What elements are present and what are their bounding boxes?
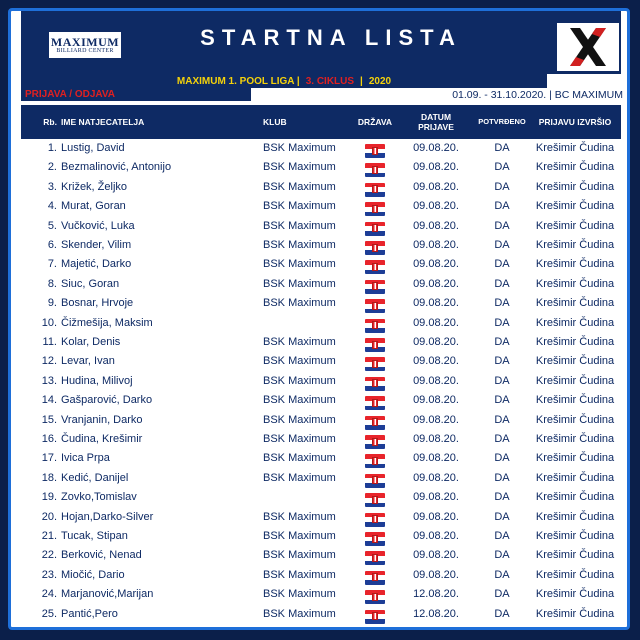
table-row xyxy=(21,372,621,391)
row-number: 13. xyxy=(41,374,57,387)
confirmed-status: DA xyxy=(494,374,510,387)
period-info: 01.09. - 31.10.2020. | BC MAXIMUM xyxy=(452,89,623,101)
club-name: BSK Maximum xyxy=(263,413,336,426)
row-number: 20. xyxy=(41,510,57,523)
row-number: 3. xyxy=(47,180,57,193)
registered-by: Krešimir Čudina xyxy=(535,277,615,290)
page-title: STARTNA LISTA xyxy=(200,25,462,50)
season-year: 2020 xyxy=(368,75,392,87)
row-number: 6. xyxy=(47,239,57,251)
player-name: Vučković, Luka xyxy=(61,219,135,232)
row-number: 9. xyxy=(47,297,57,310)
row-number: 8. xyxy=(47,277,57,290)
club-name: BSK Maximum xyxy=(263,568,336,581)
confirmed-status: DA xyxy=(494,530,510,542)
registered-by: Krešimir Čudina xyxy=(535,219,615,232)
registered-by: Krešimir Čudina xyxy=(535,336,615,348)
croatia-flag-icon xyxy=(365,238,385,252)
registered-by: Krešimir Čudina xyxy=(535,549,615,562)
player-name: Križek, Željko xyxy=(61,180,128,193)
col-header-confirmed: POTVRĐENO xyxy=(478,117,526,126)
table-row xyxy=(21,546,621,565)
registered-by: Krešimir Čudina xyxy=(535,316,615,329)
registration-date: 09.08.20. xyxy=(413,336,459,348)
registered-by: Krešimir Čudina xyxy=(535,568,615,581)
player-name: Miočić, Dario xyxy=(61,568,125,581)
club-name: BSK Maximum xyxy=(263,336,336,348)
club-name: BSK Maximum xyxy=(263,607,336,620)
row-number: 7. xyxy=(47,258,57,271)
club-name: BSK Maximum xyxy=(263,394,336,407)
player-name: Ivica Prpa xyxy=(61,452,110,465)
player-name: Čižmešija, Maksim xyxy=(61,316,153,329)
club-name: BSK Maximum xyxy=(263,219,336,232)
confirmed-status: DA xyxy=(494,180,510,193)
confirmed-status: DA xyxy=(494,297,510,310)
col-header-date: DATUM PRIJAVE xyxy=(418,112,454,132)
confirmed-status: DA xyxy=(494,316,510,329)
player-name: Bosnar, Hrvoje xyxy=(61,297,134,310)
col-header-country: DRŽAVA xyxy=(357,117,393,127)
col-header-club: KLUB xyxy=(263,117,287,127)
confirmed-status: DA xyxy=(494,433,510,445)
registered-by: Krešimir Čudina xyxy=(535,452,615,465)
confirmed-status: DA xyxy=(494,394,510,407)
registered-by: Krešimir Čudina xyxy=(535,413,615,426)
table-row xyxy=(21,294,621,313)
croatia-flag-icon xyxy=(365,316,385,330)
registration-date: 09.08.20. xyxy=(413,200,459,213)
croatia-flag-icon xyxy=(365,257,385,271)
player-name: Hojan,Darko-Silver xyxy=(61,510,154,523)
row-number: 15. xyxy=(41,413,57,426)
croatia-flag-icon xyxy=(365,529,385,543)
player-name: Marjanović,Marijan xyxy=(61,588,154,601)
croatia-flag-icon xyxy=(365,471,385,485)
croatia-flag-icon xyxy=(365,160,385,174)
row-number: 19. xyxy=(41,491,57,504)
col-header-rb: Rb. xyxy=(43,117,57,127)
confirmed-status: DA xyxy=(494,549,510,562)
row-number: 24. xyxy=(41,588,57,601)
x-logo-icon xyxy=(557,23,619,71)
table-row xyxy=(21,197,621,216)
registration-date: 09.08.20. xyxy=(413,394,459,407)
croatia-flag-icon xyxy=(365,607,385,621)
registered-by: Krešimir Čudina xyxy=(535,530,615,542)
table-row xyxy=(21,158,621,177)
table-row xyxy=(21,430,621,449)
registration-date: 09.08.20. xyxy=(413,142,459,154)
registered-by: Krešimir Čudina xyxy=(535,510,615,523)
table-row xyxy=(21,527,621,546)
logo-main-text: MAXIMUM xyxy=(50,34,120,49)
registration-date: 09.08.20. xyxy=(413,180,459,193)
croatia-flag-icon xyxy=(365,548,385,562)
player-name: Čudina, Krešimir xyxy=(61,433,143,445)
registration-date: 09.08.20. xyxy=(413,549,459,562)
row-number: 11. xyxy=(42,336,57,348)
registration-date: 09.08.20. xyxy=(413,510,459,523)
club-name: BSK Maximum xyxy=(263,588,336,601)
table-row xyxy=(21,217,621,236)
table-row xyxy=(21,391,621,410)
row-number: 23. xyxy=(41,568,57,581)
confirmed-status: DA xyxy=(494,568,510,581)
confirmed-status: DA xyxy=(494,219,510,232)
col-header-by: PRIJAVU IZVRŠIO xyxy=(538,117,612,127)
registration-date: 09.08.20. xyxy=(413,239,459,251)
registered-by: Krešimir Čudina xyxy=(535,374,615,387)
confirmed-status: DA xyxy=(494,471,510,484)
club-name: BSK Maximum xyxy=(263,297,336,310)
table-row xyxy=(21,139,621,158)
logo-sub-text: BILLIARD CENTER xyxy=(56,47,114,54)
table-row xyxy=(21,411,621,430)
table-row xyxy=(21,255,621,274)
registration-date: 09.08.20. xyxy=(413,374,459,387)
registration-date: 09.08.20. xyxy=(413,355,459,368)
registration-date: 09.08.20. xyxy=(413,491,459,504)
row-number: 5. xyxy=(47,219,57,232)
registration-date: 09.08.20. xyxy=(413,258,459,271)
registration-date: 09.08.20. xyxy=(413,277,459,290)
registered-by: Krešimir Čudina xyxy=(535,239,615,251)
club-name: BSK Maximum xyxy=(263,433,336,445)
croatia-flag-icon xyxy=(365,199,385,213)
confirmed-status: DA xyxy=(494,239,510,251)
player-name: Kolar, Denis xyxy=(61,336,121,348)
croatia-flag-icon xyxy=(365,393,385,407)
registration-date: 12.08.20. xyxy=(413,588,459,601)
player-name: Lustig, David xyxy=(61,142,125,154)
row-number: 4. xyxy=(47,200,57,213)
club-name: BSK Maximum xyxy=(263,452,336,465)
croatia-flag-icon xyxy=(365,296,385,310)
col-header-name: IME NATJECATELJA xyxy=(61,117,145,127)
registered-by: Krešimir Čudina xyxy=(535,491,615,504)
registered-by: Krešimir Čudina xyxy=(535,607,615,620)
player-name: Murat, Goran xyxy=(61,200,126,213)
table-row xyxy=(21,488,621,507)
registration-date: 09.08.20. xyxy=(413,413,459,426)
cycle-label: 3. CIKLUS xyxy=(305,75,355,87)
player-name: Skender, Vilim xyxy=(61,239,132,251)
registration-date: 09.08.20. xyxy=(413,316,459,329)
row-number: 10. xyxy=(41,316,57,329)
confirmed-status: DA xyxy=(494,413,510,426)
table-header xyxy=(21,105,621,139)
registered-by: Krešimir Čudina xyxy=(535,258,615,271)
registration-date: 09.08.20. xyxy=(413,161,459,174)
player-name: Siuc, Goran xyxy=(61,277,120,290)
club-name: BSK Maximum xyxy=(263,239,336,251)
club-name: BSK Maximum xyxy=(263,161,336,174)
registration-date: 09.08.20. xyxy=(413,433,459,445)
player-name: Pantić,Pero xyxy=(61,607,118,620)
row-number: 1. xyxy=(47,142,57,154)
confirmed-status: DA xyxy=(494,277,510,290)
table-row xyxy=(21,585,621,604)
player-name: Majetić, Darko xyxy=(61,258,132,271)
club-name: BSK Maximum xyxy=(263,258,336,271)
registered-by: Krešimir Čudina xyxy=(535,471,615,484)
registered-by: Krešimir Čudina xyxy=(535,588,615,601)
registration-date: 09.08.20. xyxy=(413,568,459,581)
table-row xyxy=(21,508,621,527)
registration-date: 09.08.20. xyxy=(413,471,459,484)
club-name: BSK Maximum xyxy=(263,277,336,290)
registration-date: 09.08.20. xyxy=(413,452,459,465)
club-name: BSK Maximum xyxy=(263,355,336,368)
croatia-flag-icon xyxy=(365,587,385,601)
table-row xyxy=(21,333,621,352)
club-name: BSK Maximum xyxy=(263,142,336,154)
confirmed-status: DA xyxy=(494,200,510,213)
registered-by: Krešimir Čudina xyxy=(535,433,615,445)
croatia-flag-icon xyxy=(365,568,385,582)
row-number: 16. xyxy=(41,433,57,445)
registration-date: 09.08.20. xyxy=(413,530,459,542)
table-row xyxy=(21,236,621,255)
player-name: Hudina, Milivoj xyxy=(61,374,133,387)
club-name: BSK Maximum xyxy=(263,180,336,193)
table-row xyxy=(21,566,621,585)
confirmed-status: DA xyxy=(494,510,510,523)
table-row xyxy=(21,605,621,624)
croatia-flag-icon xyxy=(365,141,385,155)
registration-date: 12.08.20. xyxy=(413,607,459,620)
player-name: Kedić, Danijel xyxy=(61,471,129,484)
registered-by: Krešimir Čudina xyxy=(535,161,615,174)
croatia-flag-icon xyxy=(365,180,385,194)
row-number: 18. xyxy=(41,471,57,484)
table-row xyxy=(21,352,621,371)
header-bar xyxy=(21,11,621,74)
club-name: BSK Maximum xyxy=(263,510,336,523)
confirmed-status: DA xyxy=(494,452,510,465)
club-name: BSK Maximum xyxy=(263,549,336,562)
row-number: 14. xyxy=(41,394,57,407)
croatia-flag-icon xyxy=(365,451,385,465)
registration-date: 09.08.20. xyxy=(413,219,459,232)
confirmed-status: DA xyxy=(494,491,510,504)
croatia-flag-icon xyxy=(365,490,385,504)
league-subheader xyxy=(21,74,547,88)
table-row xyxy=(21,449,621,468)
club-name: BSK Maximum xyxy=(263,200,336,213)
croatia-flag-icon xyxy=(365,335,385,349)
row-number: 22. xyxy=(41,549,57,562)
prijava-odjava-link[interactable]: PRIJAVA / ODJAVA xyxy=(21,88,251,101)
player-name: Berković, Nenad xyxy=(61,549,142,562)
subheader-separator: | xyxy=(360,75,363,87)
maximum-logo xyxy=(48,31,122,59)
registered-by: Krešimir Čudina xyxy=(535,200,615,213)
croatia-flag-icon xyxy=(365,510,385,524)
table-row xyxy=(21,314,621,333)
croatia-flag-icon xyxy=(365,219,385,233)
registered-by: Krešimir Čudina xyxy=(535,297,615,310)
table-row xyxy=(21,275,621,294)
confirmed-status: DA xyxy=(494,355,510,368)
player-name: Zovko,Tomislav xyxy=(61,491,137,504)
confirmed-status: DA xyxy=(494,607,510,620)
confirmed-status: DA xyxy=(494,336,510,348)
row-number: 17. xyxy=(41,452,57,465)
player-name: Tucak, Stipan xyxy=(61,530,128,542)
player-name: Levar, Ivan xyxy=(61,355,115,368)
club-name: BSK Maximum xyxy=(263,471,336,484)
confirmed-status: DA xyxy=(494,161,510,174)
registered-by: Krešimir Čudina xyxy=(535,394,615,407)
row-number: 12. xyxy=(41,355,57,368)
table-row xyxy=(21,178,621,197)
player-name: Gašparović, Darko xyxy=(61,394,153,407)
league-name: MAXIMUM 1. POOL LIGA | xyxy=(176,75,300,87)
club-name: BSK Maximum xyxy=(263,530,336,542)
club-name: BSK Maximum xyxy=(263,374,336,387)
row-number: 2. xyxy=(47,161,57,174)
player-name: Bezmalinović, Antonijo xyxy=(61,161,172,174)
croatia-flag-icon xyxy=(365,374,385,388)
player-name: Vranjanin, Darko xyxy=(61,413,143,426)
row-number: 25. xyxy=(41,607,57,620)
row-number: 21. xyxy=(41,530,57,542)
registered-by: Krešimir Čudina xyxy=(535,180,615,193)
confirmed-status: DA xyxy=(494,258,510,271)
registration-date: 09.08.20. xyxy=(413,297,459,310)
croatia-flag-icon xyxy=(365,432,385,446)
croatia-flag-icon xyxy=(365,354,385,368)
page-frame xyxy=(8,8,630,630)
registered-by: Krešimir Čudina xyxy=(535,142,615,154)
confirmed-status: DA xyxy=(494,588,510,601)
croatia-flag-icon xyxy=(365,413,385,427)
croatia-flag-icon xyxy=(365,277,385,291)
confirmed-status: DA xyxy=(494,142,510,154)
registered-by: Krešimir Čudina xyxy=(535,355,615,368)
table-row xyxy=(21,469,621,488)
